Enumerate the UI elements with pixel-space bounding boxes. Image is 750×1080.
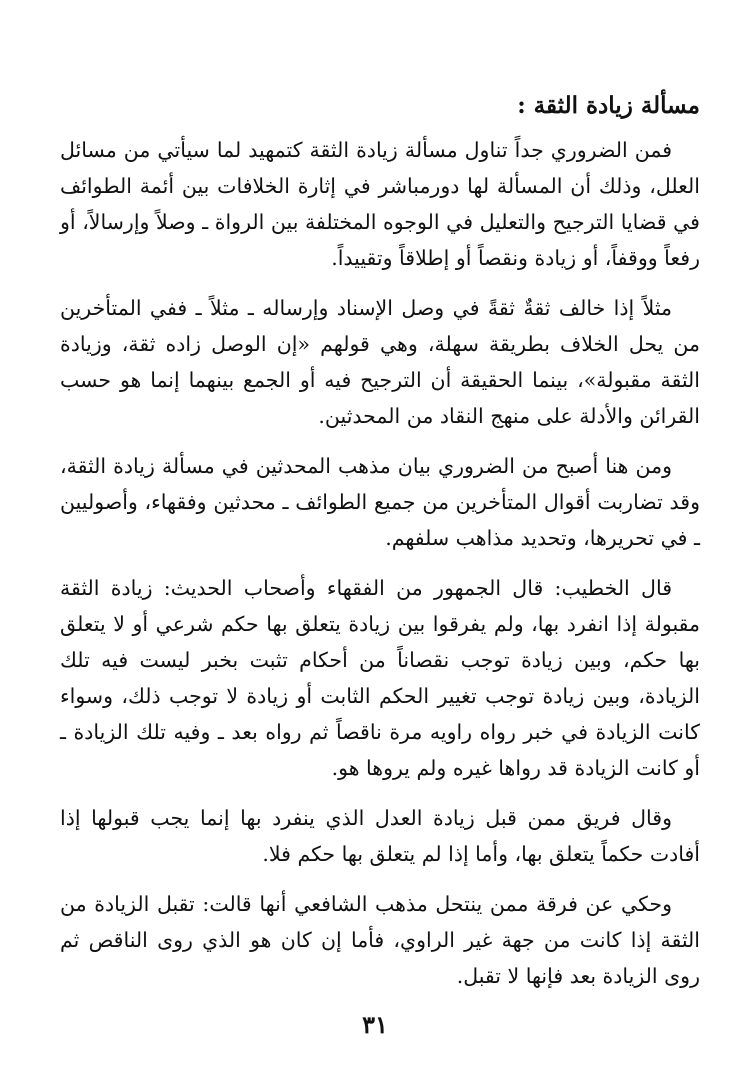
- paragraph-1: فمن الضروري جداً تناول مسألة زيادة الثقة كتمهيد لما سيأتي من مسائل العلل، وذلك أن المسألة لها دورمباشر في إثارة الخلافات بين أئمة الطوائف في قضايا الترجيح والتعليل في الوجوه المختلفة بين الرواة ـ وصلاً وإرسالاً، أو رفعاً ووقفاً، أو زيادة ونقصاً أو إطلاقاً وتقييداً.: [60, 138, 700, 270]
- paragraph-5: وقال فريق ممن قبل زيادة العدل الذي ينفرد بها إنما يجب قبولها إذا أفادت حكماً يتعلق بها، وأما إذا لم يتعلق بها حكم فلا.: [60, 806, 700, 866]
- paragraph-6: وحكي عن فرقة ممن ينتحل مذهب الشافعي أنها قالت: تقبل الزيادة من الثقة إذا كانت من جهة غير الراوي، فأما إن كان هو الذي روى الناقص ثم روى الزيادة بعد فإنها لا تقبل.: [60, 892, 700, 988]
- section-heading: مسألة زيادة الثقة :: [517, 92, 700, 119]
- page-body: [60, 88, 700, 1008]
- paragraph-4: قال الخطيب: قال الجمهور من الفقهاء وأصحاب الحديث: زيادة الثقة مقبولة إذا انفرد بها، ولم يفرقوا بين زيادة يتعلق بها حكم شرعي أو لا يتعلق بها حكم، وبين زيادة توجب نقصاناً من أحكام تثبت بخبر ليست فيه تلك الزيادة، وبين زيادة توجب تغيير الحكم الثابت أو زيادة لا توجب ذلك، وسواء كانت الزيادة في خبر رواه راويه مرة ناقصاً ثم رواه بعد ـ وفيه تلك الزيادة ـ أو كانت الزيادة قد رواها غيره ولم يروها هو.: [60, 576, 700, 780]
- paragraph-2: مثلاً إذا خالف ثقةٌ ثقةً في وصل الإسناد وإرساله ـ مثلاً ـ ففي المتأخرين من يحل الخلاف بطريقة سهلة، وهي قولهم «إن الوصل زاده ثقة، وزيادة الثقة مقبولة»، بينما الحقيقة أن الترجيح فيه أو الجمع بينهما إنما هو حسب القرائن والأدلة على منهج النقاد من المحدثين.: [60, 296, 700, 428]
- paragraph-3: ومن هنا أصبح من الضروري بيان مذهب المحدثين في مسألة زيادة الثقة، وقد تضاربت أقوال المتأخرين من جميع الطوائف ـ محدثين وفقهاء، وأصوليين ـ في تحريرها، وتحديد مذاهب سلفهم.: [60, 454, 700, 550]
- page-number: ٣١: [362, 1010, 388, 1039]
